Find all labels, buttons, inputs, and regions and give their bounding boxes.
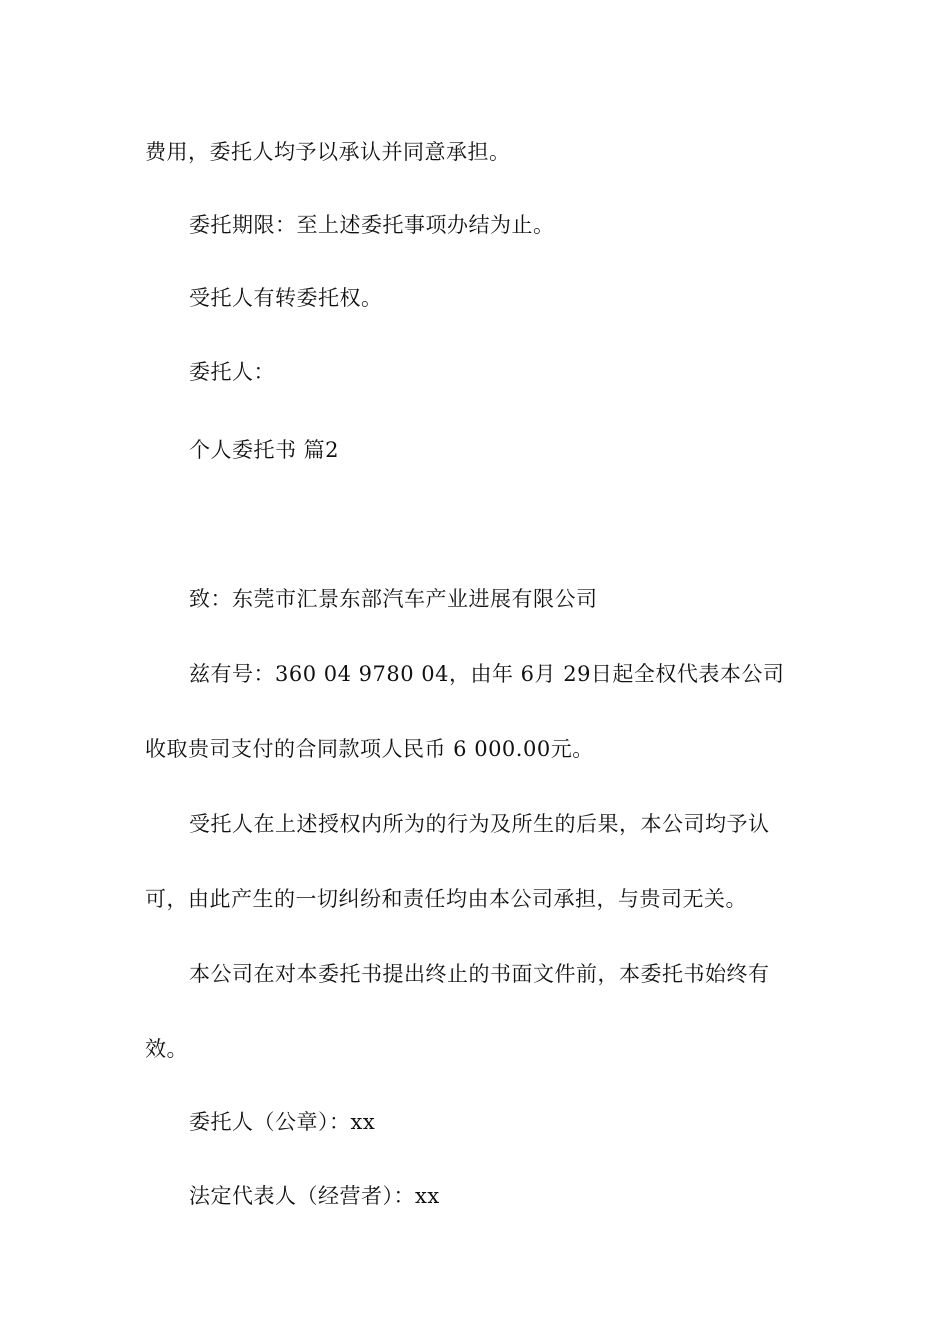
validity-line-2: 效。 xyxy=(145,1037,188,1061)
addressee-line: 致：东莞市汇景东部汽车产业进展有限公司 xyxy=(189,587,598,611)
consequence-line-2: 可，由此产生的一切纠纷和责任均由本公司承担，与贵司无关。 xyxy=(145,887,747,911)
paragraph-line-term: 委托期限：至上述委托事项办结为止。 xyxy=(189,213,555,237)
payment-line: 收取贵司支付的合同款项人民币 6 000.00元。 xyxy=(145,737,594,761)
paragraph-line-subdelegation: 受托人有转委托权。 xyxy=(189,286,383,310)
paragraph-line-principal: 委托人： xyxy=(189,360,275,384)
legal-representative-line: 法定代表人（经营者）：xx xyxy=(189,1184,440,1208)
authorization-line: 兹有号：360 04 9780 04，由年 6月 29日起全权代表本公司 xyxy=(189,662,785,686)
principal-seal-line: 委托人（公章）：xx xyxy=(189,1110,376,1134)
paragraph-line-cost: 费用，委托人均予以承认并同意承担。 xyxy=(145,140,511,164)
validity-line-1: 本公司在对本委托书提出终止的书面文件前，本委托书始终有 xyxy=(189,962,770,986)
consequence-line-1: 受托人在上述授权内所为的行为及所生的后果，本公司均予认 xyxy=(189,812,770,836)
section-heading: 个人委托书 篇2 xyxy=(189,438,340,462)
